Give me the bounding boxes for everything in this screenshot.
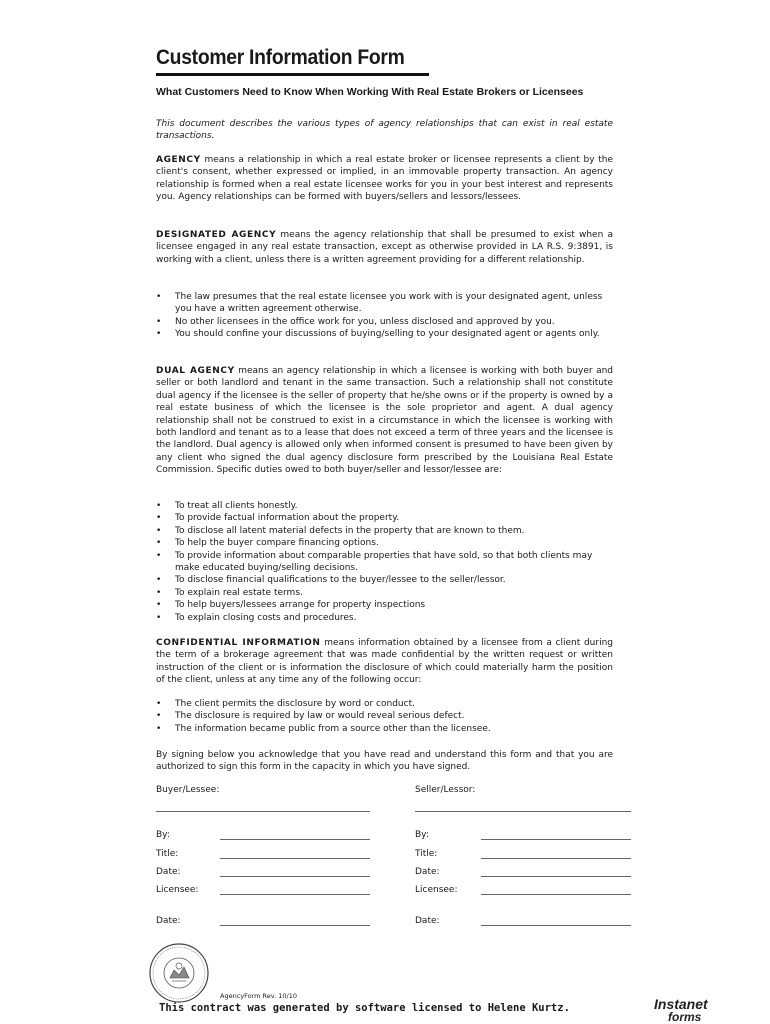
list-item: • The client permits the disclosure by word or conduct. [156,698,613,710]
list-item: • The information became public from a source other than the licensee. [156,723,613,735]
dual-paragraph: DUAL AGENCY means an agency relationship in which a licensee is working with both buyer and seller or both landlord and tenant in the same transaction. Such a relationship shall not constitute dual agency if the licensee is the seller of property that he/she owns or if the property is owned by a real estate business of which the licensee is the sole proprietor and agent. A dual agency relationship shall not be construed to exist in a circumstance in which the licensee is working with both landlord and tenant as to a lease that does not exceed a term of three years and the licensee is the landlord. Dual agency is allowed only when informed consent is presumed to have been given by any client who signed the dual agency disclosure form prescribed by the Louisiana Real Estate Commission. Specific duties owed to both buyer/seller and lessor/lessee are: [156,366,613,476]
instanet-forms-logo: Instanet forms [654,996,708,1024]
left-title-field[interactable] [220,858,370,859]
agency-paragraph: AGENCY means a relationship in which a real estate broker or licensee represents a client by the client's consent, whether expressed or implied, in an immovable property transaction. An agency relationship is formed when a real estate licensee works for you in your best interest and represents you. Agency relationships can be formed with buyers/sellers and lessors/lessees. [156,155,613,203]
left-by-field[interactable] [220,839,370,840]
right-title-row: Title: [415,849,635,863]
acknowledgement-paragraph: By signing below you acknowledge that you have read and understand this form and that you are authorized to sign this form in the capacity in which you have signed. [156,750,613,773]
list-item: • To help the buyer compare financing options. [156,537,613,549]
list-item: • You should confine your discussions of buying/selling to your designated agent or agents only. [156,328,613,340]
right-licensee-field[interactable] [481,894,631,895]
revision-label: AgencyForm Rev. 10/10 [220,992,297,1000]
page-title: Customer Information Form [156,46,405,69]
seller-lessor-block [415,785,635,815]
intro-paragraph: This document describes the various types of agency relationships that can exist in real estate transactions. [156,119,613,142]
list-item: • To help buyers/lessees arrange for property inspections [156,599,613,611]
designated-term: DESIGNATED AGENCY [156,230,277,240]
buyer-lessee-label: Buyer/Lessee: [156,785,220,795]
confidential-term: CONFIDENTIAL INFORMATION [156,638,321,648]
list-item: • To disclose financial qualifications to the buyer/lessee to the seller/lessor. [156,574,613,586]
left-licensee-field[interactable] [220,894,370,895]
left-date-row: Date: [156,867,376,881]
title-underline [156,73,429,76]
commission-seal-icon [148,942,210,1004]
right-date2-field[interactable] [481,925,631,926]
left-date2-field[interactable] [220,925,370,926]
seller-lessor-signature-line[interactable] [415,811,631,812]
designated-bullets [156,291,613,341]
left-licensee-row: Licensee: [156,885,376,899]
seller-lessor-label: Seller/Lessor: [415,785,476,795]
buyer-lessee-signature-line[interactable] [156,811,370,812]
agency-term: AGENCY [156,155,201,165]
agency-section [156,154,613,204]
list-item: • To provide information about comparable properties that have sold, so that both clients may make educated buying/selling decisions. [156,550,613,575]
right-by-field[interactable] [481,839,631,840]
left-date-field[interactable] [220,876,370,877]
dual-term: DUAL AGENCY [156,366,235,376]
page-subtitle: What Customers Need to Know When Working With Real Estate Brokers or Licensees [156,86,584,98]
right-date-field[interactable] [481,876,631,877]
list-item: • To provide factual information about the property. [156,512,613,524]
list-item: • To explain closing costs and procedures. [156,612,613,624]
left-title-row: Title: [156,849,376,863]
right-date-row: Date: [415,867,635,881]
designated-paragraph: DESIGNATED AGENCY means the agency relationship that shall be presumed to exist when a licensee engaged in any real estate transaction, except as otherwise provided in LA R.S. 9:3891, is working with a client, unless there is a written agreement providing for a different relationship. [156,230,613,265]
right-date2-row: Date: [415,916,635,930]
dual-agency-section [156,365,613,477]
right-by-row: By: [415,830,635,844]
right-licensee-row: Licensee: [415,885,635,899]
designated-agency-section [156,229,613,266]
list-item: • To treat all clients honestly. [156,500,613,512]
confidential-section [156,637,613,687]
list-item: • The disclosure is required by law or would reveal serious defect. [156,710,613,722]
list-item: • The law presumes that the real estate licensee you work with is your designated agent, unless you have a written agreement otherwise. [156,291,613,316]
list-item: • No other licensees in the office work for you, unless disclosed and approved by you. [156,316,613,328]
confidential-paragraph: CONFIDENTIAL INFORMATION means information obtained by a licensee from a client during the term of a brokerage agreement that was made confidential by the written request or written instruction of the client or is information the disclosure of which could materially harm the position of the client, unless at any time any of the following occur: [156,638,613,686]
right-title-field[interactable] [481,858,631,859]
list-item: • To explain real estate terms. [156,587,613,599]
left-date2-row: Date: [156,916,376,930]
dual-bullets [156,500,613,624]
buyer-lessee-block [156,785,376,815]
confidential-bullets [156,698,613,735]
license-footer: This contract was generated by software licensed to Helene Kurtz. [159,1002,570,1014]
left-by-row: By: [156,830,376,844]
list-item: • To disclose all latent material defects in the property that are known to them. [156,525,613,537]
